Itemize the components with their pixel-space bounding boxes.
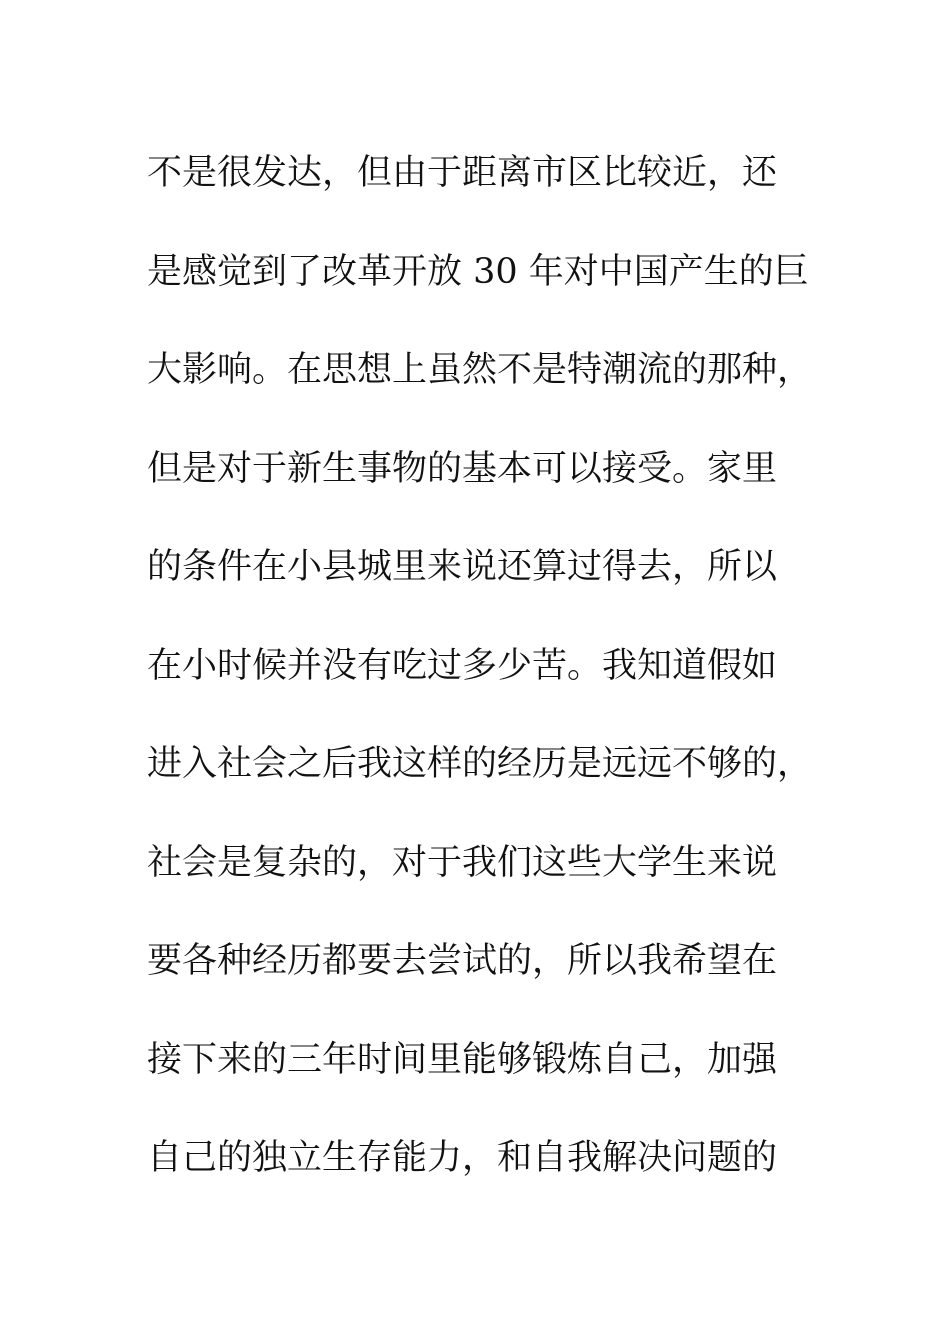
text-line: 的条件在小县城里来说还算过得去，所以: [147, 547, 778, 587]
text-line: 自己的独立生存能力，和自我解决问题的: [147, 1138, 778, 1178]
text-line: 要各种经历都要去尝试的，所以我希望在: [147, 941, 778, 981]
text-line: 接下来的三年时间里能够锻炼自己，加强: [147, 1039, 778, 1080]
text-line: 是感觉到了改革开放 30 年对中国产生的巨: [147, 251, 809, 292]
text-line: 社会是复杂的，对于我们这些大学生来说: [147, 842, 778, 883]
text-line: 但是对于新生事物的基本可以接受。家里: [147, 448, 778, 489]
text-line: 进入社会之后我这样的经历是远远不够的，: [147, 744, 813, 784]
text-line: 在小时候并没有吃过多少苦。我知道假如: [147, 645, 778, 686]
text-line: 大影响。在思想上虽然不是特潮流的那种，: [147, 350, 813, 390]
body-text: [147, 124, 813, 1208]
text-line: 不是很发达，但由于距离市区比较近，还: [147, 153, 778, 193]
